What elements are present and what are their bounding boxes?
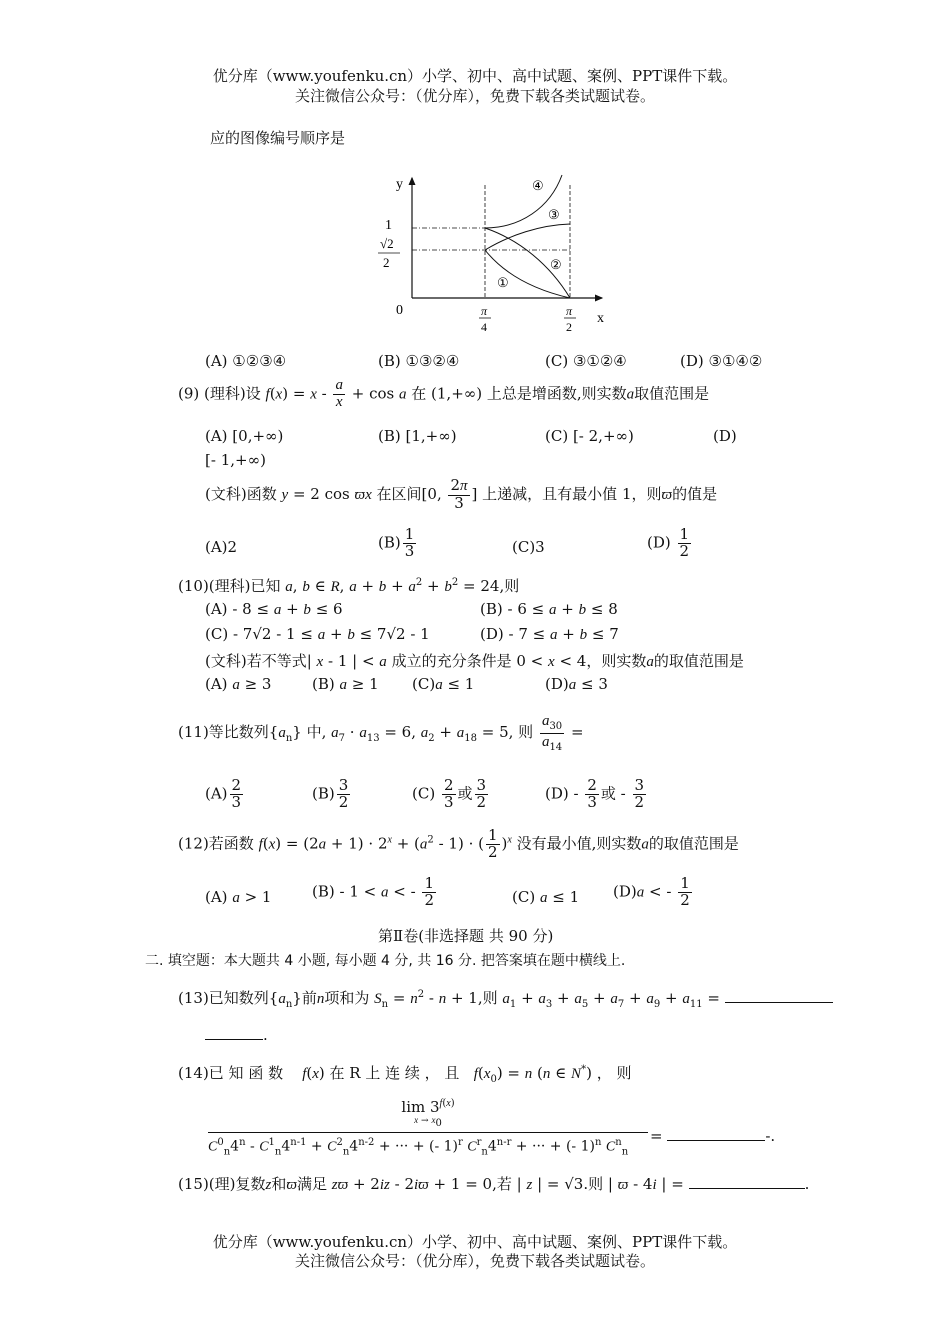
q11-stem: (11)等比数列$\{a_n\}$ 中, $a_7 \cdot a_{13} = 6$, $a_2 + a_{18} = 5$, 则 $\frac{a_{30}}{a_{14}}$ = <box>178 713 584 753</box>
y-tick-den: 2 <box>383 255 390 270</box>
curve-label-4: ④ <box>532 178 544 193</box>
q9-option-d-value: [- 1,+∞) <box>205 451 266 469</box>
q15-answer-blank[interactable] <box>689 1174 805 1189</box>
section-2-heading: 二. 填空题：本大题共 4 小题, 每小题 4 分, 共 16 分. 把答案填在题中横线上. <box>145 953 626 969</box>
function-graph-figure <box>370 170 630 340</box>
q13-stem: (13)已知数列$\{a_n\}$前n项和为 $S_n = n^2 - n + 1$,则 $a_1 + a_3 + a_5 + a_7 + a_9 + a_{11}$ = <box>178 987 833 1010</box>
q14-stem: (14)已 知 函 数 f(x) 在 R 上 连 续 ， 且 $f(x_0) = n$ (n ∈ N*) ， 则 <box>178 1064 632 1085</box>
q10-wen-option-c: (C)a ≤ 1 <box>412 675 475 693</box>
x-tick-pi2-den: 2 <box>566 320 572 334</box>
y-tick-1: 1 <box>385 218 392 233</box>
q10-wen-option-b: (B) a ≥ 1 <box>312 675 379 693</box>
curve-label-2: ② <box>550 257 562 272</box>
y-axis-label: y <box>396 177 403 192</box>
q12-option-b: (B) - 1 < a < - $\frac{1}{2}$ <box>312 874 434 909</box>
intro-text: 应的图像编号顺序是 <box>210 129 346 147</box>
origin-label: 0 <box>396 303 403 318</box>
header-line-1: 优分库（www.youfenku.cn）小学、初中、高中试题、案例、PPT课件下载。 <box>212 67 738 85</box>
x-tick-pi4-num: π <box>481 304 488 318</box>
curve-3 <box>485 224 570 250</box>
x-tick-pi2-num: π <box>566 304 573 318</box>
q12-option-a: (A) a > 1 <box>205 888 272 906</box>
part2-title: 第Ⅱ卷(非选择题 共 90 分) <box>378 927 554 945</box>
q12-stem: (12)若函数 $f(x) = (2a + 1) \cdot 2^x + (a^2 - 1)$ · ( $\frac{1}{2}$ )$^x$ 没有最小值,则实数a的取值范围是 <box>178 826 739 861</box>
header-line-2: 关注微信公众号：（优分库），免费下载各类试题试卷。 <box>294 87 655 105</box>
q11-option-c: (C) $\frac{2}{3}$ 或 $\frac{3}{2}$ <box>412 776 487 811</box>
q9-wen-option-c: (C)3 <box>512 538 545 556</box>
q13-answer-blank[interactable] <box>725 988 833 1003</box>
q12-option-c: (C) a ≤ 1 <box>512 888 580 906</box>
q8-option-b: (B) ①③②④ <box>378 352 460 370</box>
q10-wen-stem: (文科)若不等式| x - 1 | < a 成立的充分条件是 0 < x < 4，则实数a的取值范围是 <box>205 652 744 670</box>
q10-option-c: (C) - 7√2 - 1 ≤ a + b ≤ 7√2 - 1 <box>205 625 430 643</box>
q9-wen-stem: (文科)函数 y = 2 cos ϖx 在区间[0, $\frac{2\pi}{3}$ ] 上递减，且有最小值 1，则ϖ的值是 <box>205 476 718 512</box>
q8-option-a: (A) ①②③④ <box>205 352 287 370</box>
curve-label-3: ③ <box>548 207 560 222</box>
q9-option-a: (A) [0,+∞) <box>205 427 284 445</box>
q10-option-a: (A) - 8 ≤ a + b ≤ 6 <box>205 600 343 618</box>
curve-label-1: ① <box>497 275 509 290</box>
q10-stem: (10)(理科)已知 a, b ∈ R, $a + b + a^2 + b^2 = 24$,则 <box>178 577 520 595</box>
q10-wen-option-a: (A) a ≥ 3 <box>205 675 272 693</box>
q10-wen-option-d: (D)a ≤ 3 <box>545 675 608 693</box>
q10-option-b: (B) - 6 ≤ a + b ≤ 8 <box>480 600 618 618</box>
q9-wen-option-a: (A)2 <box>205 538 238 556</box>
q11-option-d: (D) - $\frac{2}{3}$ 或 - $\frac{3}{2}$ <box>545 776 645 811</box>
q10-option-d: (D) - 7 ≤ a + b ≤ 7 <box>480 625 619 643</box>
q11-option-a: (A) $\frac{2}{3}$ <box>205 776 242 811</box>
footer-line-2: 关注微信公众号：（优分库），免费下载各类试题试卷。 <box>294 1252 655 1270</box>
footer-line-1: 优分库（www.youfenku.cn）小学、初中、高中试题、案例、PPT课件下载。 <box>212 1233 738 1251</box>
q9-wen-option-b: (B) $\frac{1}{3}$ <box>378 525 415 560</box>
q9-option-d: (D) <box>713 427 737 445</box>
x-tick-pi4-den: 4 <box>481 320 487 334</box>
y-tick-sqrt2: √2 <box>380 236 394 251</box>
q9-wen-option-d: (D) $\frac{1}{2}$ <box>647 525 690 560</box>
q9-option-c: (C) [- 2,+∞) <box>545 427 634 445</box>
q13-answer-blank-cont: . <box>205 1025 268 1044</box>
q14-limit-expression: $\lim 3^{f(x)}$ $x \to x_0$ $C^0_n4^n - C^1_n4^{n-1} + C^2_n4^{n-2}$ + ··· + (- 1)$^r$ $C^r_n4^{n-r}$ + ··· + (- 1)$^n$ $C^n_n$ <box>208 1098 648 1158</box>
q9-stem: (9) (理科)设 f(x) = x - $\frac{a}{x}$ + cos a 在 (1,+∞) 上总是增函数,则实数a取值范围是 <box>178 377 710 410</box>
q8-option-c: (C) ③①②④ <box>545 352 627 370</box>
q12-option-d: (D)a < - $\frac{1}{2}$ <box>613 874 690 909</box>
q9-option-b: (B) [1,+∞) <box>378 427 457 445</box>
q8-option-d: (D) ③①④② <box>680 352 763 370</box>
q11-option-b: (B) $\frac{3}{2}$ <box>312 776 349 811</box>
x-axis-label: x <box>597 311 604 326</box>
q15-stem: (15)(理)复数z和ϖ满足 zϖ + 2iz - 2iϖ + 1 = 0,若 | z | = √3.则 | ϖ - 4i | = . <box>178 1175 810 1193</box>
q14-answer-blank[interactable]: = -. <box>650 1127 776 1145</box>
